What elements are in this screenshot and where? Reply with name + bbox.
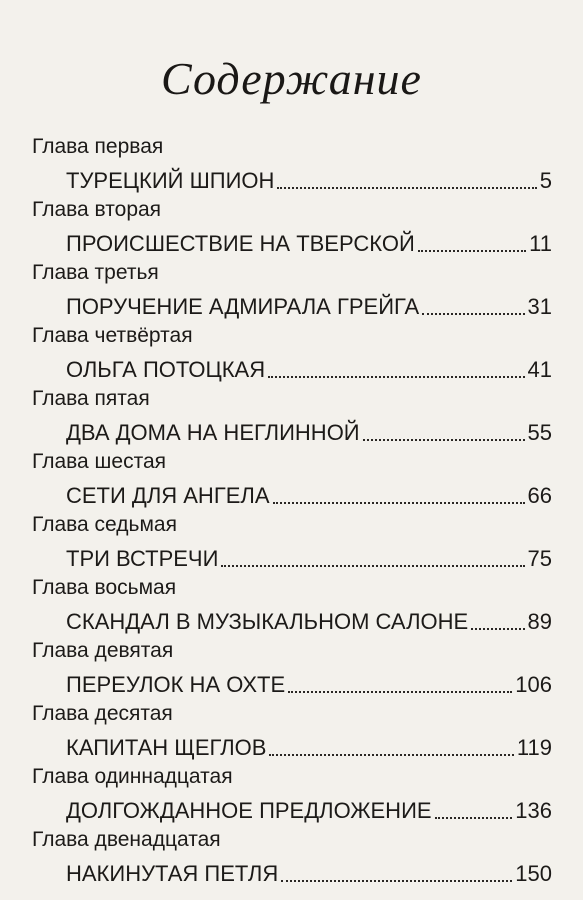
chapter-title: СЕТИ ДЛЯ АНГЕЛА: [66, 483, 270, 508]
page-number: 150: [515, 861, 552, 886]
chapter-title: ПРОИСШЕСТВИЕ НА ТВЕРСКОЙ: [66, 231, 415, 256]
chapter-title: ТРИ ВСТРЕЧИ: [66, 546, 219, 571]
dot-leader: [273, 502, 525, 504]
dot-leader: [269, 754, 513, 756]
chapter-label: Глава десятая: [32, 702, 173, 725]
toc-chapter: [32, 133, 552, 196]
page-number: 66: [527, 483, 552, 508]
toc-chapter: [32, 574, 552, 637]
chapter-label: Глава третья: [32, 261, 159, 284]
toc-entry[interactable]: [66, 354, 552, 384]
chapter-title: НАКИНУТАЯ ПЕТЛЯ: [66, 861, 279, 886]
page-number: 136: [515, 798, 552, 823]
table-of-contents: [32, 133, 552, 889]
toc-chapter: [32, 385, 552, 448]
chapter-label: Глава вторая: [32, 198, 162, 221]
page-number: 11: [529, 231, 552, 256]
chapter-label: Глава четвёртая: [32, 324, 193, 347]
dot-leader: [288, 691, 512, 693]
page-number: 75: [527, 546, 552, 571]
chapter-title: ОЛЬГА ПОТОЦКАЯ: [66, 357, 266, 382]
dot-leader: [422, 313, 524, 315]
chapter-title: ПОРУЧЕНИЕ АДМИРАЛА ГРЕЙГА: [66, 294, 420, 319]
dot-leader: [363, 439, 525, 441]
chapter-title: ПЕРЕУЛОК НА ОХТЕ: [66, 672, 286, 697]
toc-entry[interactable]: [66, 228, 552, 258]
page-number: 31: [527, 294, 552, 319]
chapter-title: ДВА ДОМА НА НЕГЛИННОЙ: [66, 420, 360, 445]
toc-chapter: [32, 196, 552, 259]
toc-chapter: [32, 511, 552, 574]
toc-entry[interactable]: [66, 417, 552, 447]
toc-entry[interactable]: [66, 543, 552, 573]
toc-entry[interactable]: [66, 669, 552, 699]
dot-leader: [221, 565, 524, 567]
toc-entry[interactable]: [66, 165, 552, 195]
dot-leader: [471, 628, 524, 630]
page-number: 55: [527, 420, 552, 445]
dot-leader: [281, 880, 512, 882]
dot-leader: [277, 187, 536, 189]
chapter-label: Глава двенадцатая: [32, 828, 221, 851]
chapter-label: Глава шестая: [32, 450, 167, 473]
page-title: Содержание: [161, 53, 422, 104]
toc-chapter: [32, 637, 552, 700]
toc-chapter: [32, 826, 552, 889]
chapter-title: КАПИТАН ЩЕГЛОВ: [66, 735, 267, 760]
page-number: 119: [516, 735, 552, 760]
toc-chapter: [32, 322, 552, 385]
toc-entry[interactable]: [66, 291, 552, 321]
toc-chapter: [32, 763, 552, 826]
page-number: 41: [527, 357, 552, 382]
chapter-label: Глава седьмая: [32, 513, 177, 536]
toc-chapter: [32, 259, 552, 322]
chapter-title: ДОЛГОЖДАННОЕ ПРЕДЛОЖЕНИЕ: [66, 798, 432, 823]
toc-entry[interactable]: [66, 795, 552, 825]
toc-entry[interactable]: [66, 858, 552, 888]
chapter-label: Глава одиннадцатая: [32, 765, 233, 788]
toc-chapter: [32, 700, 552, 763]
chapter-label: Глава пятая: [32, 387, 150, 410]
page-number: 89: [527, 609, 552, 634]
dot-leader: [268, 376, 524, 378]
page-number: 5: [539, 168, 552, 193]
chapter-title: СКАНДАЛ В МУЗЫКАЛЬНОМ САЛОНЕ: [66, 609, 469, 634]
toc-entry[interactable]: [66, 732, 552, 762]
chapter-title: ТУРЕЦКИЙ ШПИОН: [66, 168, 275, 193]
toc-entry[interactable]: [66, 480, 552, 510]
toc-chapter: [32, 448, 552, 511]
chapter-label: Глава девятая: [32, 639, 174, 662]
page-number: 106: [515, 672, 552, 697]
chapter-label: Глава первая: [32, 135, 164, 158]
dot-leader: [418, 250, 526, 252]
toc-entry[interactable]: [66, 606, 552, 636]
dot-leader: [435, 817, 513, 819]
chapter-label: Глава восьмая: [32, 576, 177, 599]
